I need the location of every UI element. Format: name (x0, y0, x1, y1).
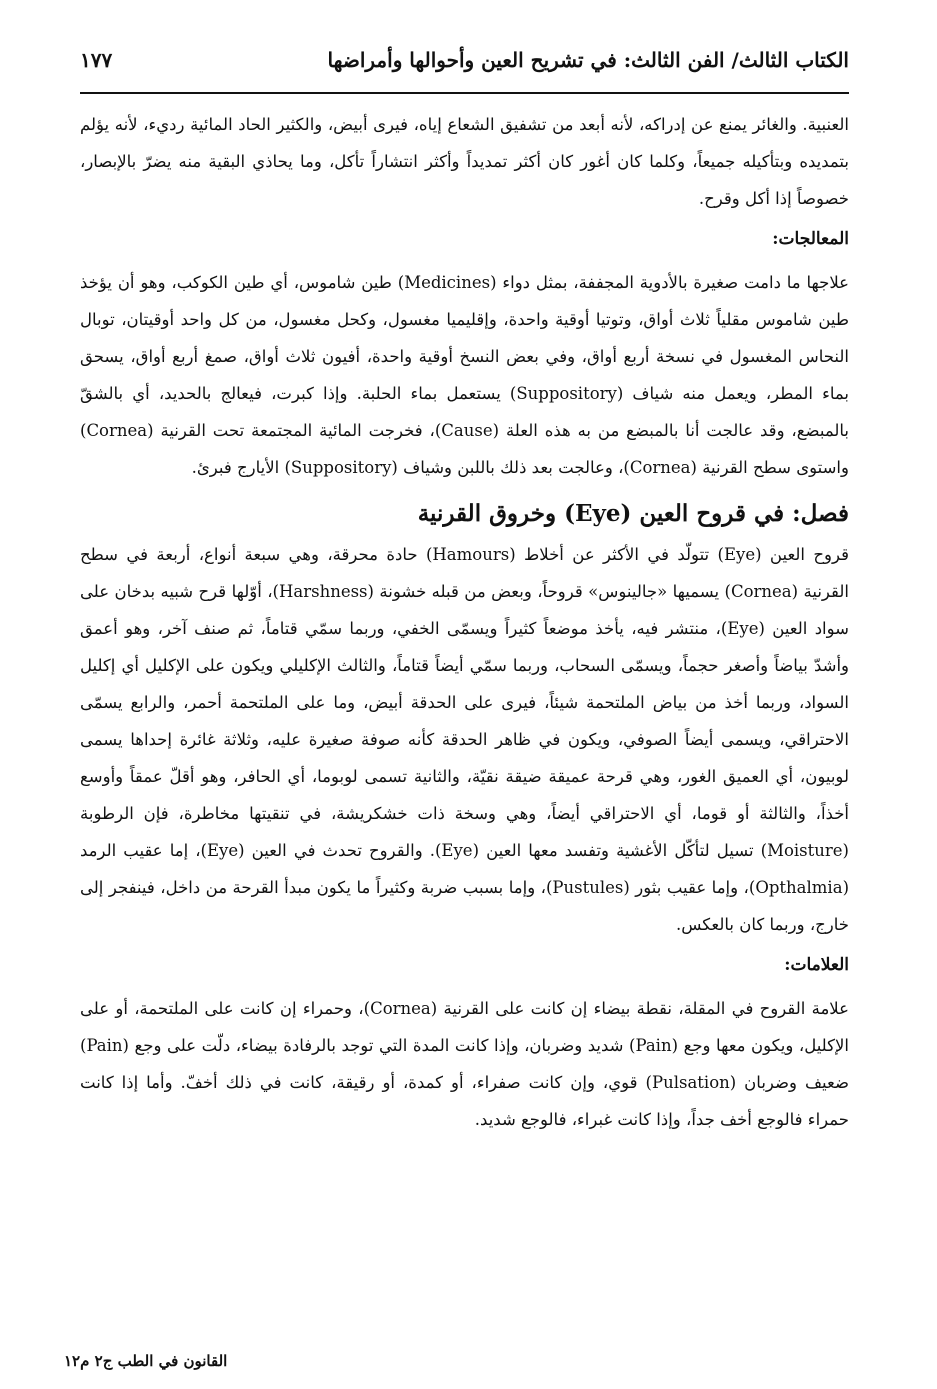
page-number: ١٧٧ (80, 48, 113, 72)
treatments-heading: المعالجات: (772, 229, 849, 249)
ulcers-paragraph: قروح العين (Eye) تتولّد في الأكثر عن أخلاط (Hamours) حادة محرقة، وهي سبعة أنواع، أربعة في سطح القرنية (Cornea) يسميها «جالينوس» قروحاً، وبعض من قبله خشونة (Harshness)، أوّلها قرح شبيه بدخان على سواد العين (Eye)، منتشر فيه، يأخذ موضعاً كثيراً ويسمّى الخفي، وربما سمّي قتاماً، ثم صنف آخر، وهو أعمق وأشدّ بياضاً وأصغر حجماً، ويسمّى السحاب، وربما سمّي أيضاً قتاماً، والثالث الإكليلي ويكون على الإكليل أي إكليل السواد، وربما أخذ من بياض الملتحمة شيئاً، فيرى على الحدقة أبيض، وما على الملتحمة أحمر، والرابع يسمّى الاحتراقي، ويسمى أيضاً الصوفي، ويكون في ظاهر الحدقة كأنه صوفة صغيرة عليه، وثلاثة غائرة إحداها يسمى لوبيون، أي العميق الغور، وهي قرحة عميقة ضيقة نقيّة، والثانية تسمى لوبوما، أي الحافر، وهو أقلّ عمقاً وأوسع أخذاً، والثالثة أو قوما، أي الاحتراقي أيضاً، وهي وسخة ذات خشكريشة، في تنقيتها مخاطرة، فإن الرطوبة (Moisture) تسيل لتأكّل الأغشية وتفسد معها العين (Eye). والقروح تحدث في العين (Eye)، إما عقيب الرمد (Opthalmia)، وإما عقيب بثور (Pustules)، وإما بسبب ضربة وكثيراً ما يكون مبدأ القرحة من داخل، فينفجر إلى خارج، وربما كان بالعكس. (80, 545, 849, 934)
footer-signature: القانون في الطب ج٢ م١٢ (64, 1352, 228, 1370)
signs-heading: العلامات: (784, 955, 849, 975)
intro-paragraph: العنبية. والغائر يمنع عن إدراكه، لأنه أبعد من تشفيق الشعاع إياه، فيرى أبيض، والكثير الحاد المائية رديء، لأنه يؤلم بتمديده وبتأكيله جميعاً، وكلما كان أغور كان أكثر تمديداً وأكثر انتشاراً تأكل، وما يحاذي البقية منه يضرّ بالإبصار، خصوصاً إذا أكل وقرح. (80, 115, 849, 208)
section-title: فصل: في قروح العين (Eye) وخروق القرنية (417, 500, 849, 527)
treatments-paragraph: علاجها ما دامت صغيرة بالأدوية المجففة، بمثل دواء (Medicines) طين شاموس، أي طين الكوكب، وهو أن يؤخذ طين شاموس مقلياً ثلاث أواق، وتوتيا أوقية واحدة، وإقليميا مغسول، وكحل مغسول، من كل واحد أوقيتان، توبال النحاس المغسول في نسخة أربع أواق، وفي بعض النسخ أوقية واحدة، أفيون ثلاث أواق، صمغ أربع أواق، يسحق بماء المطر، ويعمل منه شياف (Suppository) يستعمل بماء الحلبة. وإذا كبرت، فيعالج بالحديد، أي بالشقّ بالمبضع، وقد عالجت أنا بالمبضع من به هذه العلة (Cause)، فخرجت المائية المجتمعة تحت القرنية (Cornea) واستوى سطح القرنية (Cornea)، وعالجت بعد ذلك باللبن وشياف (Suppository) الأيارج فبرئ. (80, 273, 850, 477)
signs-paragraph: علامة القروح في المقلة، نقطة بيضاء إن كانت على القرنية (Cornea)، وحمراء إن كانت على الملتحمة، أو على الإكليل، ويكون معها وجع (Pain) شديد وضربان، وإذا كانت المدة التي توجد بالرفادة بيضاء، دلّت على وجع (Pain) ضعيف وضربان (Pulsation) قوي، وإن كانت صفراء، أو كمدة، أو رقيقة، كانت في ذلك أخفّ. وأما إذا كانت حمراء فالوجع أخف جداً، وإذا كانت غبراء، فالوجع شديد. (80, 999, 849, 1129)
running-head: الكتاب الثالث/ الفن الثالث: في تشريح العين وأحوالها وأمراضها (327, 48, 849, 72)
page-body (80, 106, 849, 1138)
page-header (80, 40, 849, 94)
